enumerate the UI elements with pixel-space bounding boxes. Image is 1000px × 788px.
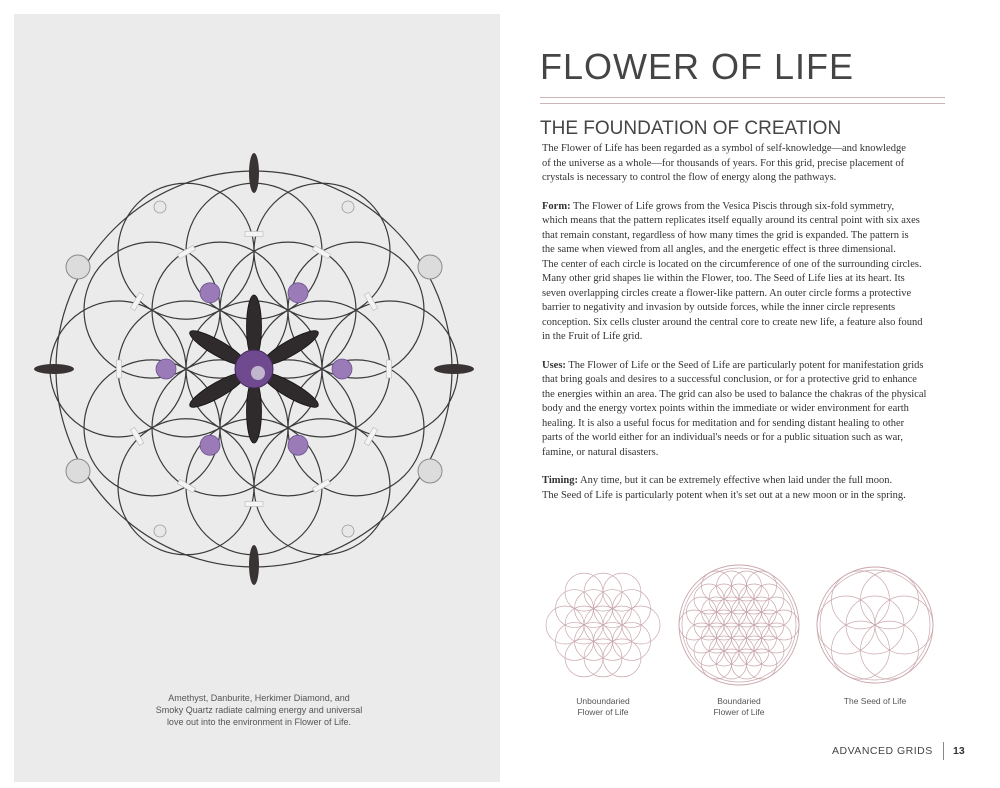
text-line	[542, 359, 952, 374]
diagram-label-line: The Seed of Life	[843, 696, 907, 706]
title-rule	[540, 97, 945, 98]
title-rule	[540, 103, 945, 104]
boundaried-flower-diagram	[676, 562, 802, 688]
text-line: body and the energy vortex points within the immediate or wider environment for earth	[542, 403, 909, 414]
amethyst-cluster	[156, 359, 176, 379]
amethyst-highlight	[251, 366, 265, 380]
form-label: Form:	[542, 200, 571, 212]
diagram-label	[543, 696, 663, 718]
smoky-quartz-crystal	[247, 295, 262, 359]
caption-line: Smoky Quartz radiate calming energy and universal	[155, 705, 363, 715]
page-subtitle: THE FOUNDATION OF CREATION	[540, 118, 842, 139]
amethyst-cluster	[200, 435, 220, 455]
crystal-grid-photo	[14, 14, 500, 782]
diagram-label	[679, 696, 799, 718]
danburite-crystal	[117, 360, 122, 378]
text-line: Many other grid shapes lie within the Flower, too. The Seed of Life lies at its heart. Its	[542, 273, 905, 284]
diagram-label	[815, 696, 935, 707]
smoky-quartz-point	[434, 364, 474, 374]
clear-quartz-stone	[418, 459, 442, 483]
smoky-quartz-point	[34, 364, 74, 374]
running-footer: ADVANCED GRIDS	[832, 745, 933, 757]
danburite-crystal	[387, 360, 392, 378]
seed-of-life-diagram	[812, 562, 938, 688]
amethyst-cluster	[288, 283, 308, 303]
text-fragment: Any time, but it can be extremely effective when laid under the full moon.	[577, 475, 893, 486]
page-number: 13	[953, 745, 965, 757]
diagram-label-line: Flower of Life	[713, 707, 765, 717]
text-line: which means that the pattern replicates itself equally around its central point with six axes	[542, 215, 920, 226]
form-paragraph	[542, 200, 952, 345]
text-line: parts of the world either for an individual's needs or for a public situation such as war,	[542, 432, 903, 443]
danburite-crystal	[130, 292, 143, 310]
caption-line: Amethyst, Danburite, Herkimer Diamond, and	[168, 693, 350, 703]
intro-paragraph	[542, 142, 952, 186]
timing-paragraph	[542, 474, 952, 503]
diagram-label-line: Boundaried	[717, 696, 761, 706]
clear-quartz-stone	[66, 459, 90, 483]
amethyst-cluster	[332, 359, 352, 379]
uses-label: Uses:	[542, 359, 566, 371]
herkimer-diamond	[154, 201, 166, 213]
text-line: healing. It is also a useful focus for meditation and for sending distant healing to other	[542, 417, 905, 429]
herkimer-diamond	[154, 525, 166, 537]
text-line: the energies within an area. The grid can also be used to balance the chakras of the physical	[542, 388, 927, 400]
diagram-label-line: Unboundaried	[576, 696, 630, 706]
smoky-quartz-point	[249, 153, 259, 193]
herkimer-diamond	[342, 525, 354, 537]
text-line: crystals is necessary to control the flow of energy along the pathways.	[542, 172, 837, 183]
footer-divider	[943, 742, 944, 760]
danburite-crystal	[364, 292, 377, 310]
text-line: in the Fruit of Life grid.	[542, 331, 643, 342]
amethyst-cluster	[200, 283, 220, 303]
diagram-label-line: Flower of Life	[577, 707, 629, 717]
text-line: The Seed of Life is particularly potent when it's set out at a new moon or in the spring.	[542, 489, 906, 501]
text-line	[542, 474, 952, 489]
clear-quartz-stone	[66, 255, 90, 279]
clear-quartz-stone	[418, 255, 442, 279]
smoky-quartz-point	[249, 545, 259, 585]
danburite-crystal	[245, 232, 263, 237]
smoky-quartz-crystal	[247, 379, 262, 443]
caption-line: love out into the environment in Flower of Life.	[166, 717, 352, 727]
text-line: of the universe as a whole—for thousands of years. For this grid, precise placement of	[542, 157, 905, 169]
text-line: that remain constant, regardless of how many times the grid is expanded. The pattern is	[542, 229, 909, 241]
text-line: seven overlapping circles create a flower-like pattern. An outer circle forms a protective	[542, 287, 912, 299]
text-line: barrier to negativity and invasion by outside forces, while the inner circle represents	[542, 302, 896, 313]
danburite-crystal	[245, 502, 263, 507]
text-fragment: The Flower of Life or the Seed of Life are particularly potent for manifestation grids	[565, 359, 924, 371]
text-line: The Flower of Life has been regarded as a symbol of self-knowledge—and knowledge	[542, 143, 906, 154]
text-line: the same when viewed from all angles, and the energetic effect is three dimensional.	[542, 244, 896, 255]
danburite-crystal	[130, 427, 143, 445]
text-fragment: The Flower of Life grows from the Vesica Piscis through six-fold symmetry,	[570, 200, 895, 212]
unboundaried-flower-diagram	[540, 562, 666, 688]
photo-page	[14, 14, 500, 782]
herkimer-diamond	[342, 201, 354, 213]
uses-paragraph	[542, 359, 952, 461]
text-line: that bring goals and desires to a successful conclusion, or for a protective grid to enhance	[542, 374, 917, 385]
amethyst-cluster	[288, 435, 308, 455]
danburite-crystal	[364, 427, 377, 445]
text-line: famine, or natural disasters.	[542, 446, 659, 458]
timing-label: Timing:	[542, 475, 578, 486]
text-line: The center of each circle is located on the circumference of one of the surrounding circles.	[542, 258, 922, 270]
text-line: conception. Six cells cluster around the central core to create new life, a feature also found	[542, 316, 923, 328]
article-body	[542, 142, 952, 517]
photo-caption	[134, 692, 384, 728]
text-line	[542, 200, 952, 215]
page-title: FLOWER OF LIFE	[540, 46, 855, 87]
